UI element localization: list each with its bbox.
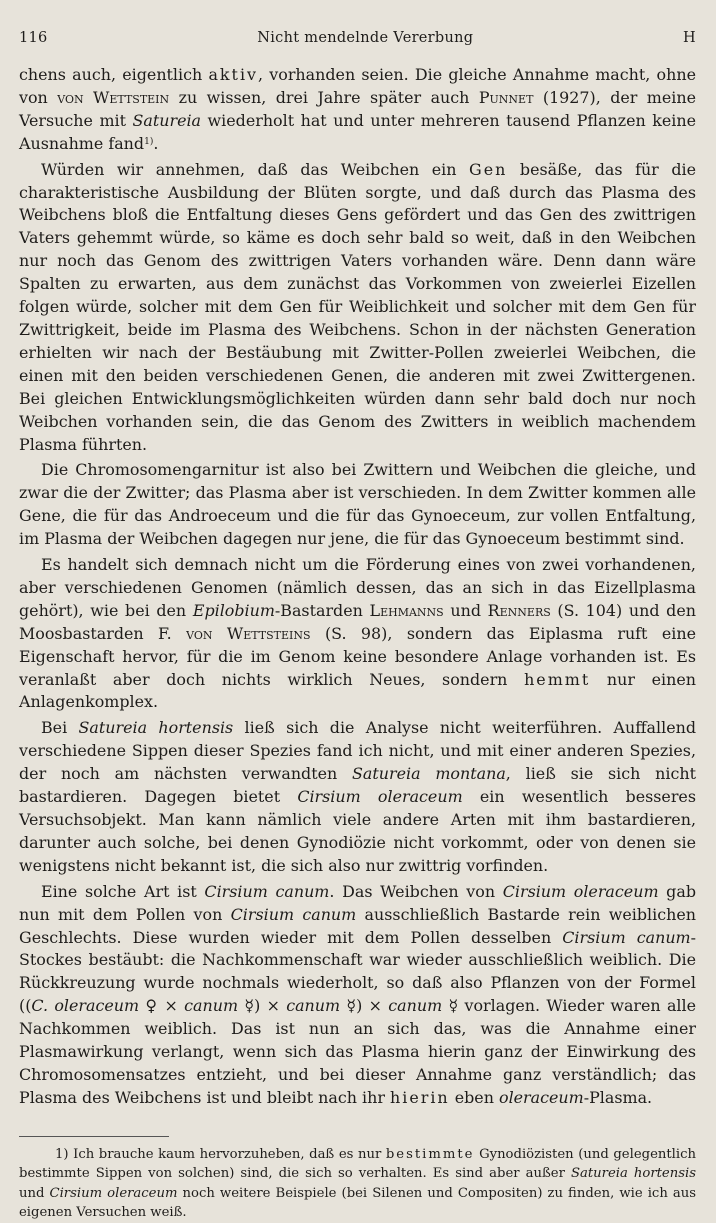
paragraph-2: Würden wir annehmen, daß das Weibchen ein Gen besäße, das für die charakteristische Ausbildung der Blüten sorgte, und daß durch das Plasma des Weibchens bloß die Entfaltung dieses Gens gefördert und das Gen des zwittrigen Vaters gehemmt würde, so käme es doch sehr bald so weit, daß in den Weibchen nur noch das Genom des zwittrigen Vaters vorhanden wäre. Denn dann wäre Spalten zu erwarten, aus dem zunächst das Vorkommen von zweierlei Eizellen folgen würde, solcher mit dem Gen für Weiblichkeit und solcher mit dem Gen für Zwittrigkeit, beide im Plasma des Weibchens. Schon in der nächsten Generation erhielten wir nach der Bestäubung mit Zwitter-Pollen zweierlei Weibchen, die einen mit den beiden verschiedenen Genen, die anderen mit zwei Zwittergenen. Bei gleichen Entwicklungsmöglichkeiten würden dann sehr bald doch nur noch Weibchen vorhanden sein, die das Genom des Zwitters in weiblich machendem Plasma führten.: [19, 159, 696, 454]
section-letter: H: [683, 30, 696, 46]
emphasis-spaced: hierin: [390, 1087, 450, 1107]
emphasis-spaced: hemmt: [524, 669, 591, 689]
species-name: Satureia hortensis: [78, 718, 234, 738]
emphasis-spaced: Gen: [469, 159, 508, 179]
footnote-divider: [19, 1136, 169, 1137]
species-name: Cirsium canum: [230, 904, 357, 924]
species-name: canum: [286, 996, 341, 1016]
page-header: [19, 30, 696, 64]
species-name: Cirsium oleraceum: [49, 1185, 178, 1201]
paragraph-3: Die Chromosomengarnitur ist also bei Zwittern und Weibchen die gleiche, und zwar die der Zwitter; das Plasma aber ist verschieden. In dem Zwitter kommen alle Gene, die für das Androeceum und die für das Gynoeceum, zur vollen Entfaltung, im Plasma der Weibchen dagegen nur jene, die für das Gynoeceum bestimmt sind.: [19, 460, 696, 549]
paragraph-4: Es handelt sich demnach nicht um die Förderung eines von zwei vorhandenen, aber verschiedenen Genomen (nämlich dessen, das an sich in das Eizellplasma gehört), wie bei den Epilobium-Bastarden Lehmanns und Renners (S. 104) und den Moosbastarden F. von Wettsteins (S. 98), sondern das Eiplasma ruft eine Eigenschaft hervor, für die im Genom keine besondere Anlage vorhanden ist. Es veranlaßt aber doch nichts wirklich Neues, sondern hemmt nur einen Anlagenkomplex.: [19, 555, 696, 712]
author-name: Punnet: [478, 87, 534, 107]
species-name: Cirsium oleraceum: [502, 881, 659, 901]
species-name: Satureia montana: [352, 764, 506, 784]
author-name: Lehmanns: [369, 600, 444, 620]
species-name: canum: [388, 996, 443, 1016]
emphasis-spaced: aktiv: [208, 65, 259, 84]
species-name: Satureia: [132, 110, 202, 130]
page-number: 116: [19, 30, 48, 46]
author-name: von Wettstein: [57, 87, 170, 107]
running-title: Nicht mendelnde Vererbung: [257, 30, 474, 46]
main-text: [19, 64, 696, 1110]
species-name: canum: [184, 996, 239, 1016]
emphasis-spaced: bestimmte: [385, 1146, 475, 1162]
footnote: 1) Ich brauche kaum hervorzuheben, daß es nur bestimmte Gynodiözisten (und gelegentlich bestimmte Sippen von solchen) sind, die sich so verhalten. Es sind aber außer Satureia hortensis und Cirsium oleraceum noch weitere Beispiele (bei Silenen und Compositen) zu finden, wie ich aus eigenen Versuchen weiß.: [19, 1146, 696, 1221]
author-name: von Wettsteins: [186, 623, 311, 643]
species-name: Cirsium oleraceum: [297, 787, 463, 807]
paragraph-1: chens auch, eigentlich aktiv, vorhanden seien. Die gleiche Annahme macht, ohne von von Wettstein zu wissen, drei Jahre später auch Punnet (1927), der meine Versuche mit Satureia wiederholt hat und unter mehreren tausend Pflanzen keine Ausnahme fand$^{1)}$.: [19, 65, 696, 153]
species-name: Satureia hortensis: [570, 1166, 696, 1182]
paragraph-6: Eine solche Art ist Cirsium canum. Das Weibchen von Cirsium oleraceum gab nun mit dem Pollen von Cirsium canum ausschließlich Bastarde rein weiblichen Geschlechts. Diese wurden wieder mit dem Pollen desselben Cirsium canum-Stockes bestäubt: die Nachkommenschaft war wieder ausschließlich weiblich. Die Rückkreuzung wurde nochmals wiederholt, so daß also Pflanzen von der Formel ((C. oleraceum ♀ × canum ☿) × canum ☿) × canum ☿ vorlagen. Wieder waren alle Nachkommen weiblich. Das ist nun an sich das, was die Annahme einer Plasmawirkung verlangt, wenn sich das Plasma hierin ganz der Einwirkung des Chromosomensatzes entzieht, und bei dieser Annahme ganz verständlich; das Plasma des Weibchens ist und bleibt nach ihr hierin eben oleraceum-Plasma.: [19, 881, 697, 1107]
species-name: Cirsium canum: [562, 927, 691, 947]
species-name: Epilobium: [192, 600, 275, 620]
author-name: Renners: [487, 600, 551, 620]
species-name: oleraceum: [499, 1087, 584, 1107]
paragraph-5: Bei Satureia hortensis ließ sich die Analyse nicht weiterführen. Auffallend verschiedene Sippen dieser Spezies fand ich nicht, und mit einer anderen Spezies, der noch am nächsten verwandten Satureia montana, ließ sie sich nicht bastardieren. Dagegen bietet Cirsium oleraceum ein wesentlich besseres Versuchsobjekt. Man kann nämlich viele andere Arten mit ihm bastardieren, darunter auch solche, bei denen Gynodiözie nicht vorkommt, oder von denen sie wenigstens nicht bekannt ist, die sich also nur zwittrig vorfinden.: [19, 718, 697, 875]
species-name: Cirsium canum: [204, 881, 330, 901]
species-name: C. oleraceum: [31, 996, 140, 1016]
footnote-marker: 1): [144, 136, 154, 147]
